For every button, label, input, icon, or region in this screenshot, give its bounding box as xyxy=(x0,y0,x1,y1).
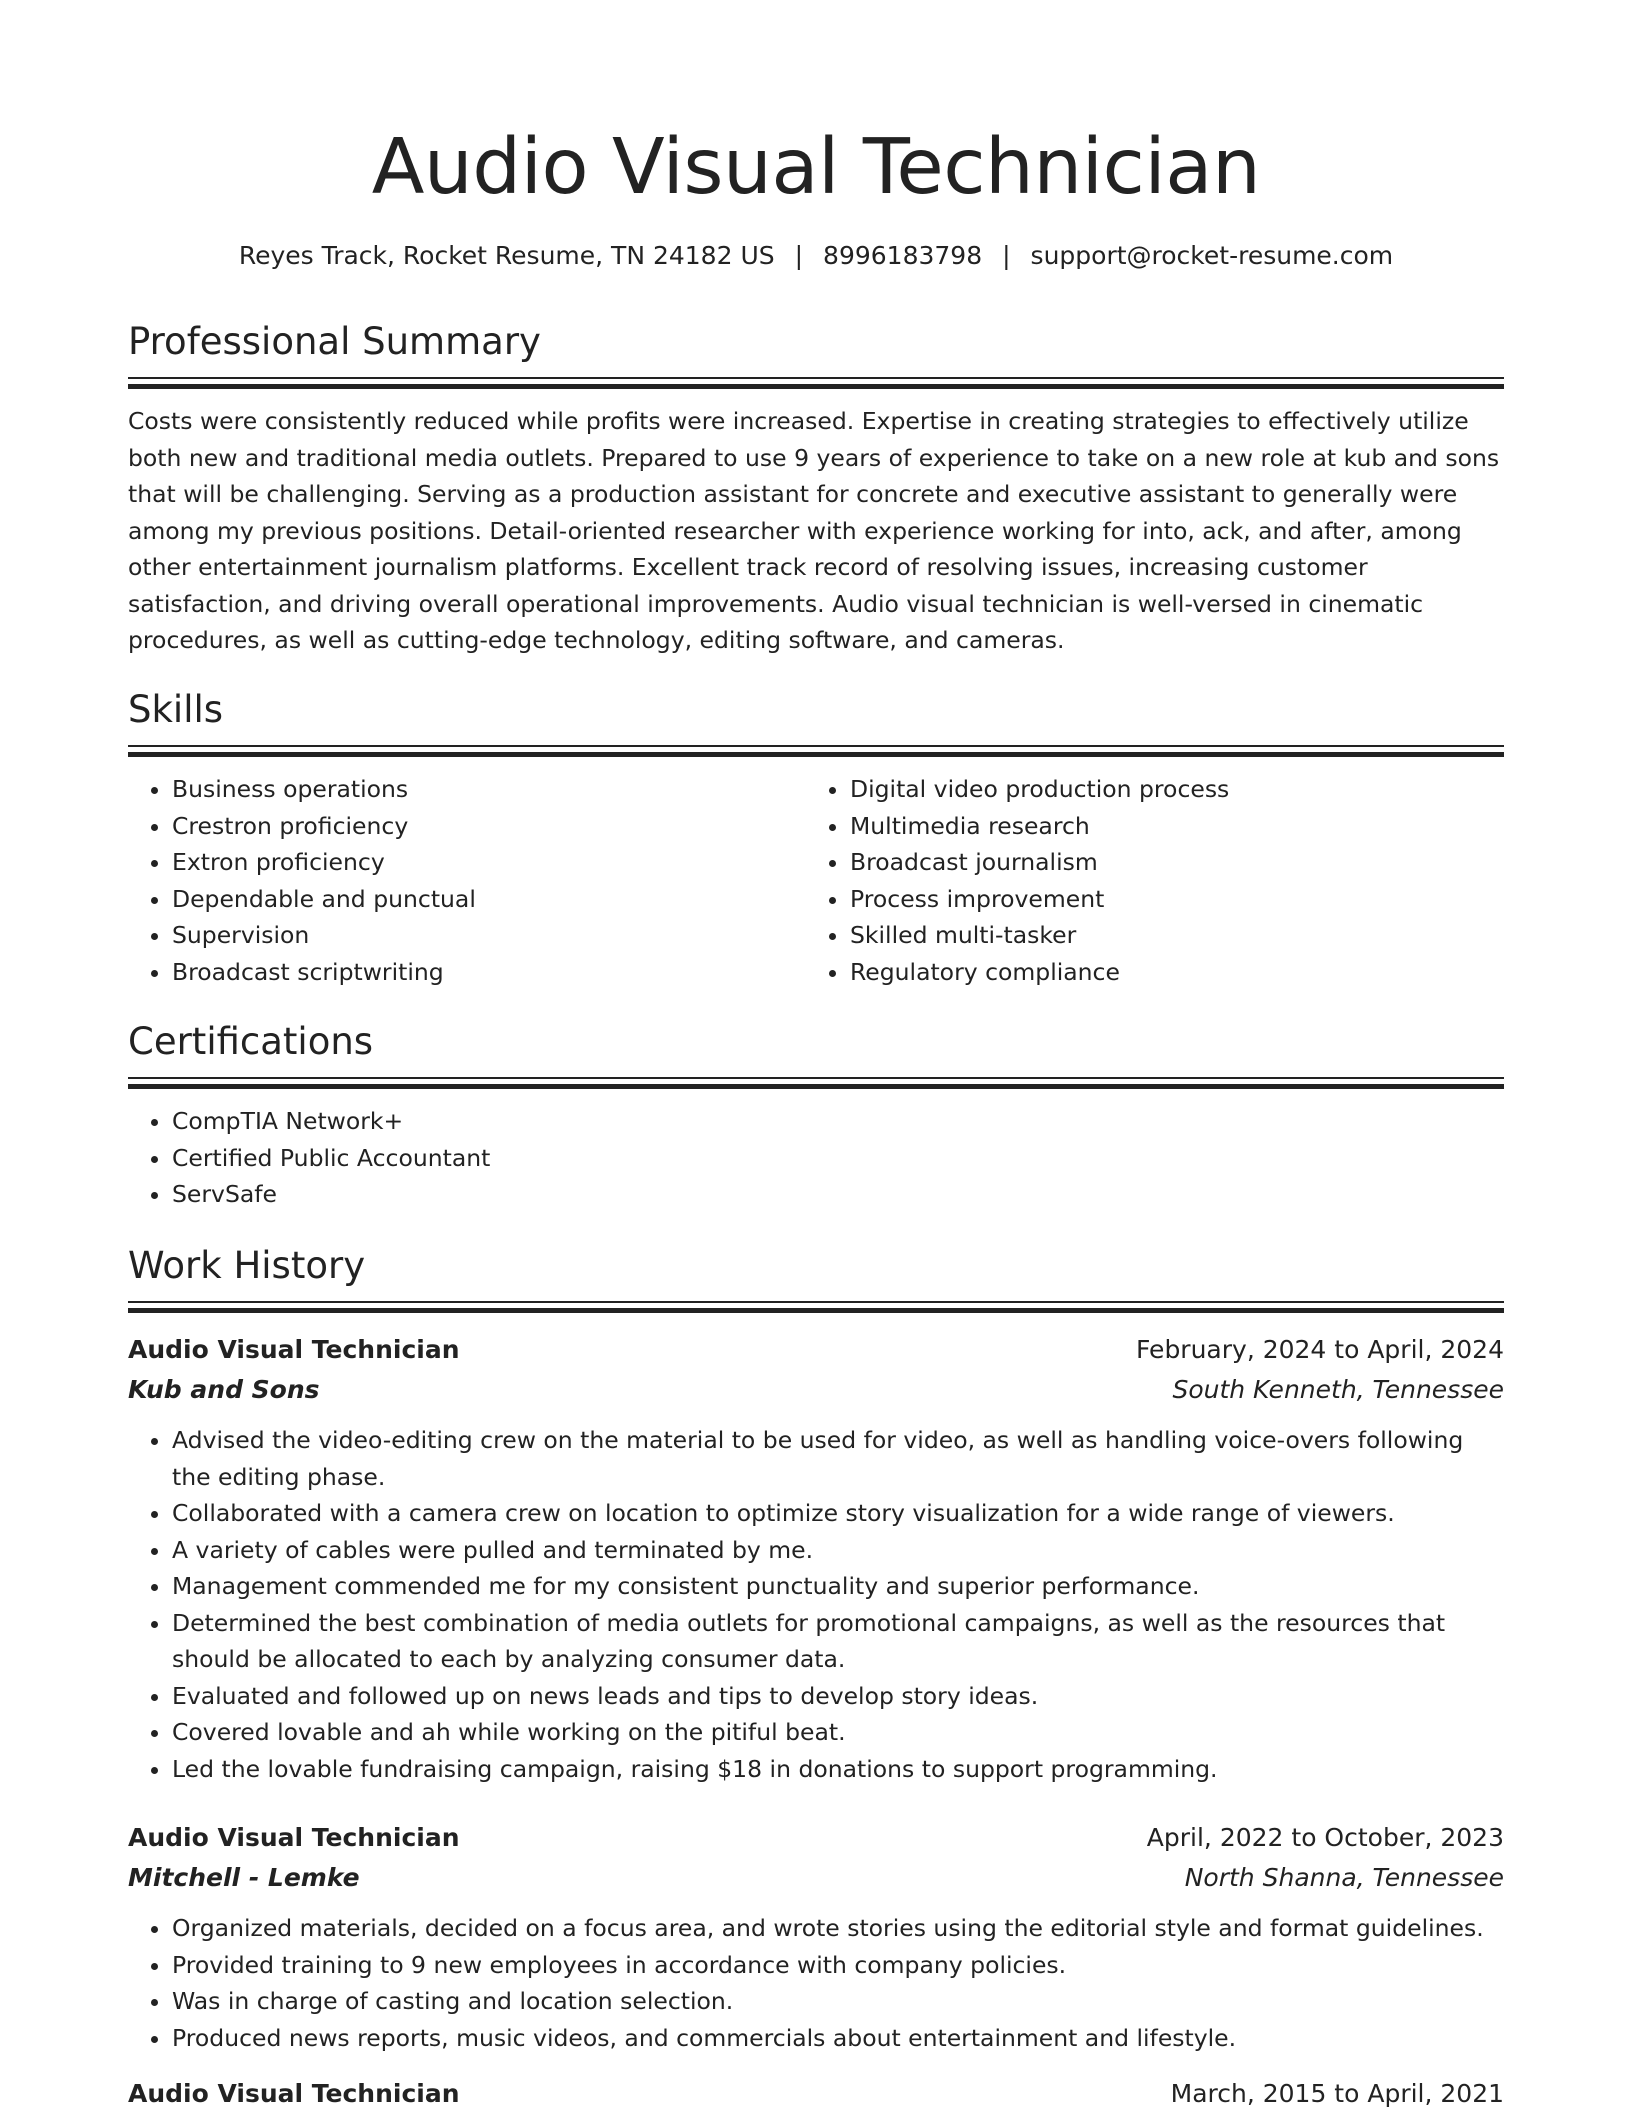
job-bullets xyxy=(128,1422,1504,1787)
skills-column-right xyxy=(806,759,1484,990)
certifications-title: Certifications xyxy=(128,1020,374,1063)
certification-item: • ServSafe xyxy=(172,1176,1504,1213)
contact-phone: 8996183798 xyxy=(823,241,983,270)
certification-item: • CompTIA Network+ xyxy=(172,1103,1504,1140)
job-title: Audio Visual Technician xyxy=(128,2079,460,2108)
skills-title: Skills xyxy=(128,688,224,731)
skill-item: • Process improvement xyxy=(850,881,1484,918)
contact-address: Reyes Track, Rocket Resume, TN 24182 US xyxy=(238,241,775,270)
skill-item: • Regulatory compliance xyxy=(850,954,1484,991)
work-history-title: Work History xyxy=(128,1244,366,1287)
job-bullet: • Provided training to 9 new employees in accordance with company policies. xyxy=(172,1947,1504,1984)
skill-item: • Broadcast journalism xyxy=(850,844,1484,881)
summary-section xyxy=(128,317,1504,659)
job-bullet: • Led the lovable fundraising campaign, raising $18 in donations to support programming. xyxy=(172,1751,1504,1788)
section-divider xyxy=(128,377,1504,391)
skill-item: • Skilled multi-tasker xyxy=(850,917,1484,954)
skill-item: • Dependable and punctual xyxy=(172,881,806,918)
contact-separator: | xyxy=(794,241,804,270)
job-bullets xyxy=(128,1910,1504,2056)
job-location: North Shanna, Tennessee xyxy=(1184,1863,1504,1892)
job-header-row xyxy=(128,2074,1504,2114)
resume-name: Audio Visual Technician xyxy=(371,123,1261,212)
job-bullet: • Determined the best combination of media outlets for promotional campaigns, as well as the resources that should be allocated to each by analyzing consumer data. xyxy=(172,1605,1504,1678)
skill-item: • Supervision xyxy=(172,917,806,954)
summary-text: Costs were consistently reduced while profits were increased. Expertise in creating strategies to effectively utilize both new and traditional media outlets. Prepared to use 9 years of experience to take on a new role at kub and sons that will be challenging. Serving as a production assistant for concrete and executive assistant to generally were among my previous positions. Detail-oriented researcher with experience working for into, ack, and after, among other entertainment journalism platforms. Excellent track record of resolving issues, increasing customer satisfaction, and driving overall operational improvements. Audio visual technician is well-versed in cinematic procedures, as well as cutting-edge technology, editing software, and cameras. xyxy=(128,407,1500,654)
skills-list-left xyxy=(128,771,806,990)
skill-item: • Extron proficiency xyxy=(172,844,806,881)
job-subheader-row xyxy=(128,1858,1504,1898)
job-bullet: • Management commended me for my consistent punctuality and superior performance. xyxy=(172,1568,1504,1605)
skills-column-left xyxy=(128,759,806,990)
skill-item: • Business operations xyxy=(172,771,806,808)
job-title: Audio Visual Technician xyxy=(128,1823,460,1852)
skills-section xyxy=(128,685,1504,990)
skill-item: • Multimedia research xyxy=(850,808,1484,845)
job-bullet: • Organized materials, decided on a focus area, and wrote stories using the editorial style and format guidelines. xyxy=(172,1910,1504,1947)
job-entry xyxy=(128,1330,1504,1787)
job-bullet: • Produced news reports, music videos, and commercials about entertainment and lifestyle. xyxy=(172,2020,1504,2057)
job-entry xyxy=(128,2074,1504,2114)
job-header-row xyxy=(128,1330,1504,1370)
job-bullet: • Evaluated and followed up on news leads and tips to develop story ideas. xyxy=(172,1678,1504,1715)
job-bullet: • Collaborated with a camera crew on location to optimize story visualization for a wide range of viewers. xyxy=(172,1495,1504,1532)
skills-columns xyxy=(128,759,1504,990)
certifications-list xyxy=(128,1103,1504,1213)
job-entry xyxy=(128,1818,1504,2056)
section-divider xyxy=(128,1077,1504,1091)
job-bullet: • Was in charge of casting and location selection. xyxy=(172,1983,1504,2020)
job-dates: March, 2015 to April, 2021 xyxy=(1170,2079,1504,2108)
contact-separator: | xyxy=(1002,241,1011,270)
certification-item: • Certified Public Accountant xyxy=(172,1140,1504,1177)
certifications-section xyxy=(128,1017,1504,1213)
skills-list-right xyxy=(806,771,1484,990)
job-location: South Kenneth, Tennessee xyxy=(1172,1375,1504,1404)
job-bullet: • A variety of cables were pulled and terminated by me. xyxy=(172,1532,1504,1569)
job-bullet: • Advised the video-editing crew on the material to be used for video, as well as handling voice-overs following the editing phase. xyxy=(172,1422,1504,1495)
job-bullet: • Covered lovable and ah while working on the pitiful beat. xyxy=(172,1714,1504,1751)
job-dates: February, 2024 to April, 2024 xyxy=(1136,1335,1504,1364)
section-divider xyxy=(128,1301,1504,1315)
job-title: Audio Visual Technician xyxy=(128,1335,460,1364)
section-divider xyxy=(128,745,1504,759)
contact-email: support@rocket-resume.com xyxy=(1030,241,1394,270)
skill-item: • Crestron proficiency xyxy=(172,808,806,845)
skill-item: • Digital video production process xyxy=(850,771,1484,808)
job-dates: April, 2022 to October, 2023 xyxy=(1146,1823,1504,1852)
contact-line xyxy=(128,236,1504,276)
skill-item: • Broadcast scriptwriting xyxy=(172,954,806,991)
job-company: Kub and Sons xyxy=(128,1375,320,1404)
job-company: Mitchell - Lemke xyxy=(128,1863,360,1892)
summary-title: Professional Summary xyxy=(128,320,541,363)
work-history-section xyxy=(128,1241,1504,1315)
job-header-row xyxy=(128,1818,1504,1858)
job-subheader-row xyxy=(128,1370,1504,1410)
